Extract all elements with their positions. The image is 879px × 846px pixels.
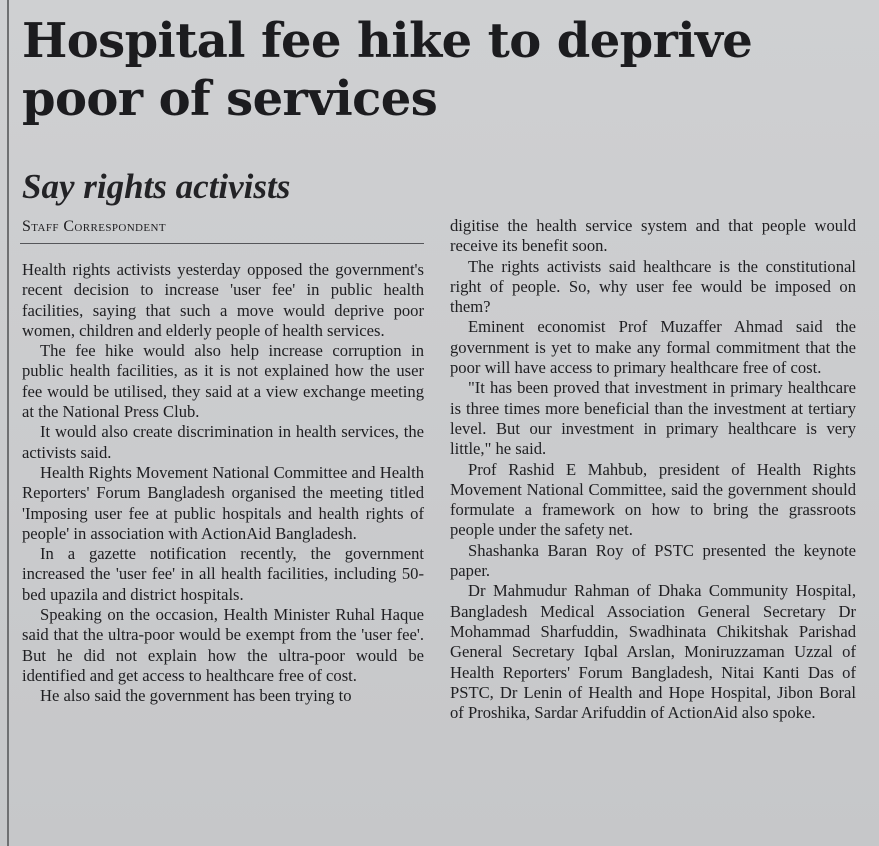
paragraph: Shashanka Baran Roy of PSTC presented the keynote paper. [450, 540, 856, 581]
paragraph: Speaking on the occasion, Health Minister Ruhal Haque said that the ultra-poor would be exempt from the 'user fee'. But he did not explain how the ultra-poor would be identified and get access to healthcare free of cost. [22, 605, 424, 685]
paragraph: It would also create discrimination in health services, the activists said. [22, 422, 424, 462]
paragraph: Health rights activists yesterday opposed the government's recent decision to increase 'user fee' in public health facilities, saying that such a move would deprive poor women, children and elderly people of health services. [22, 260, 424, 340]
paragraph: Prof Rashid E Mahbub, president of Health Rights Movement National Committee, said the government should formulate a framework on how to bring the grassroots people under the safety net. [450, 459, 856, 540]
byline-divider [20, 243, 424, 244]
paragraph: digitise the health service system and that people would receive its benefit soon. [450, 216, 856, 256]
left-column [22, 260, 424, 707]
paragraph: Dr Mahmudur Rahman of Dhaka Community Hospital, Bangladesh Medical Association General Secretary Dr Mohammad Sharfuddin, Swadhinata Chikitshak Parishad General Secretary Iqbal Arslan, Moniruzzaman Uzzal of Health Reporters' Forum Bangladesh, Nitai Kanti Das of PSTC, Dr Lenin of Health and Hope Hospital, Jibon Boral of Proshika, Sardar Arifuddin of ActionAid also spoke. [450, 581, 856, 723]
paragraph: Eminent economist Prof Muzaffer Ahmad said the government is yet to make any formal commitment that the poor will have access to primary healthcare free of cost. [450, 317, 856, 378]
byline: Staff Correspondent [22, 218, 166, 235]
paragraph: Health Rights Movement National Committee and Health Reporters' Forum Bangladesh organised the meeting titled 'Imposing user fee at public hospitals and health rights of people' in association with ActionAid Bangladesh. [22, 462, 424, 543]
paragraph: "It has been proved that investment in primary healthcare is three times more beneficial than the investment at tertiary level. But our investment in primary healthcare is very little," he said. [450, 378, 856, 459]
column-rule [7, 0, 9, 846]
right-column [450, 216, 856, 723]
subheadline: Say rights activists [22, 167, 291, 206]
paragraph: The fee hike would also help increase corruption in public health facilities, as it is not explained how the user fee would be utilised, they said at a view exchange meeting at the National Press Club. [22, 341, 424, 422]
paragraph: The rights activists said healthcare is the constitutional right of people. So, why user fee would be imposed on them? [450, 256, 856, 317]
headline: Hospital fee hike to deprive poor of services [22, 13, 753, 127]
paragraph: He also said the government has been trying to [40, 686, 352, 706]
paragraph: In a gazette notification recently, the government increased the 'user fee' in all health facilities, including 50-bed upazila and district hospitals. [22, 544, 424, 604]
